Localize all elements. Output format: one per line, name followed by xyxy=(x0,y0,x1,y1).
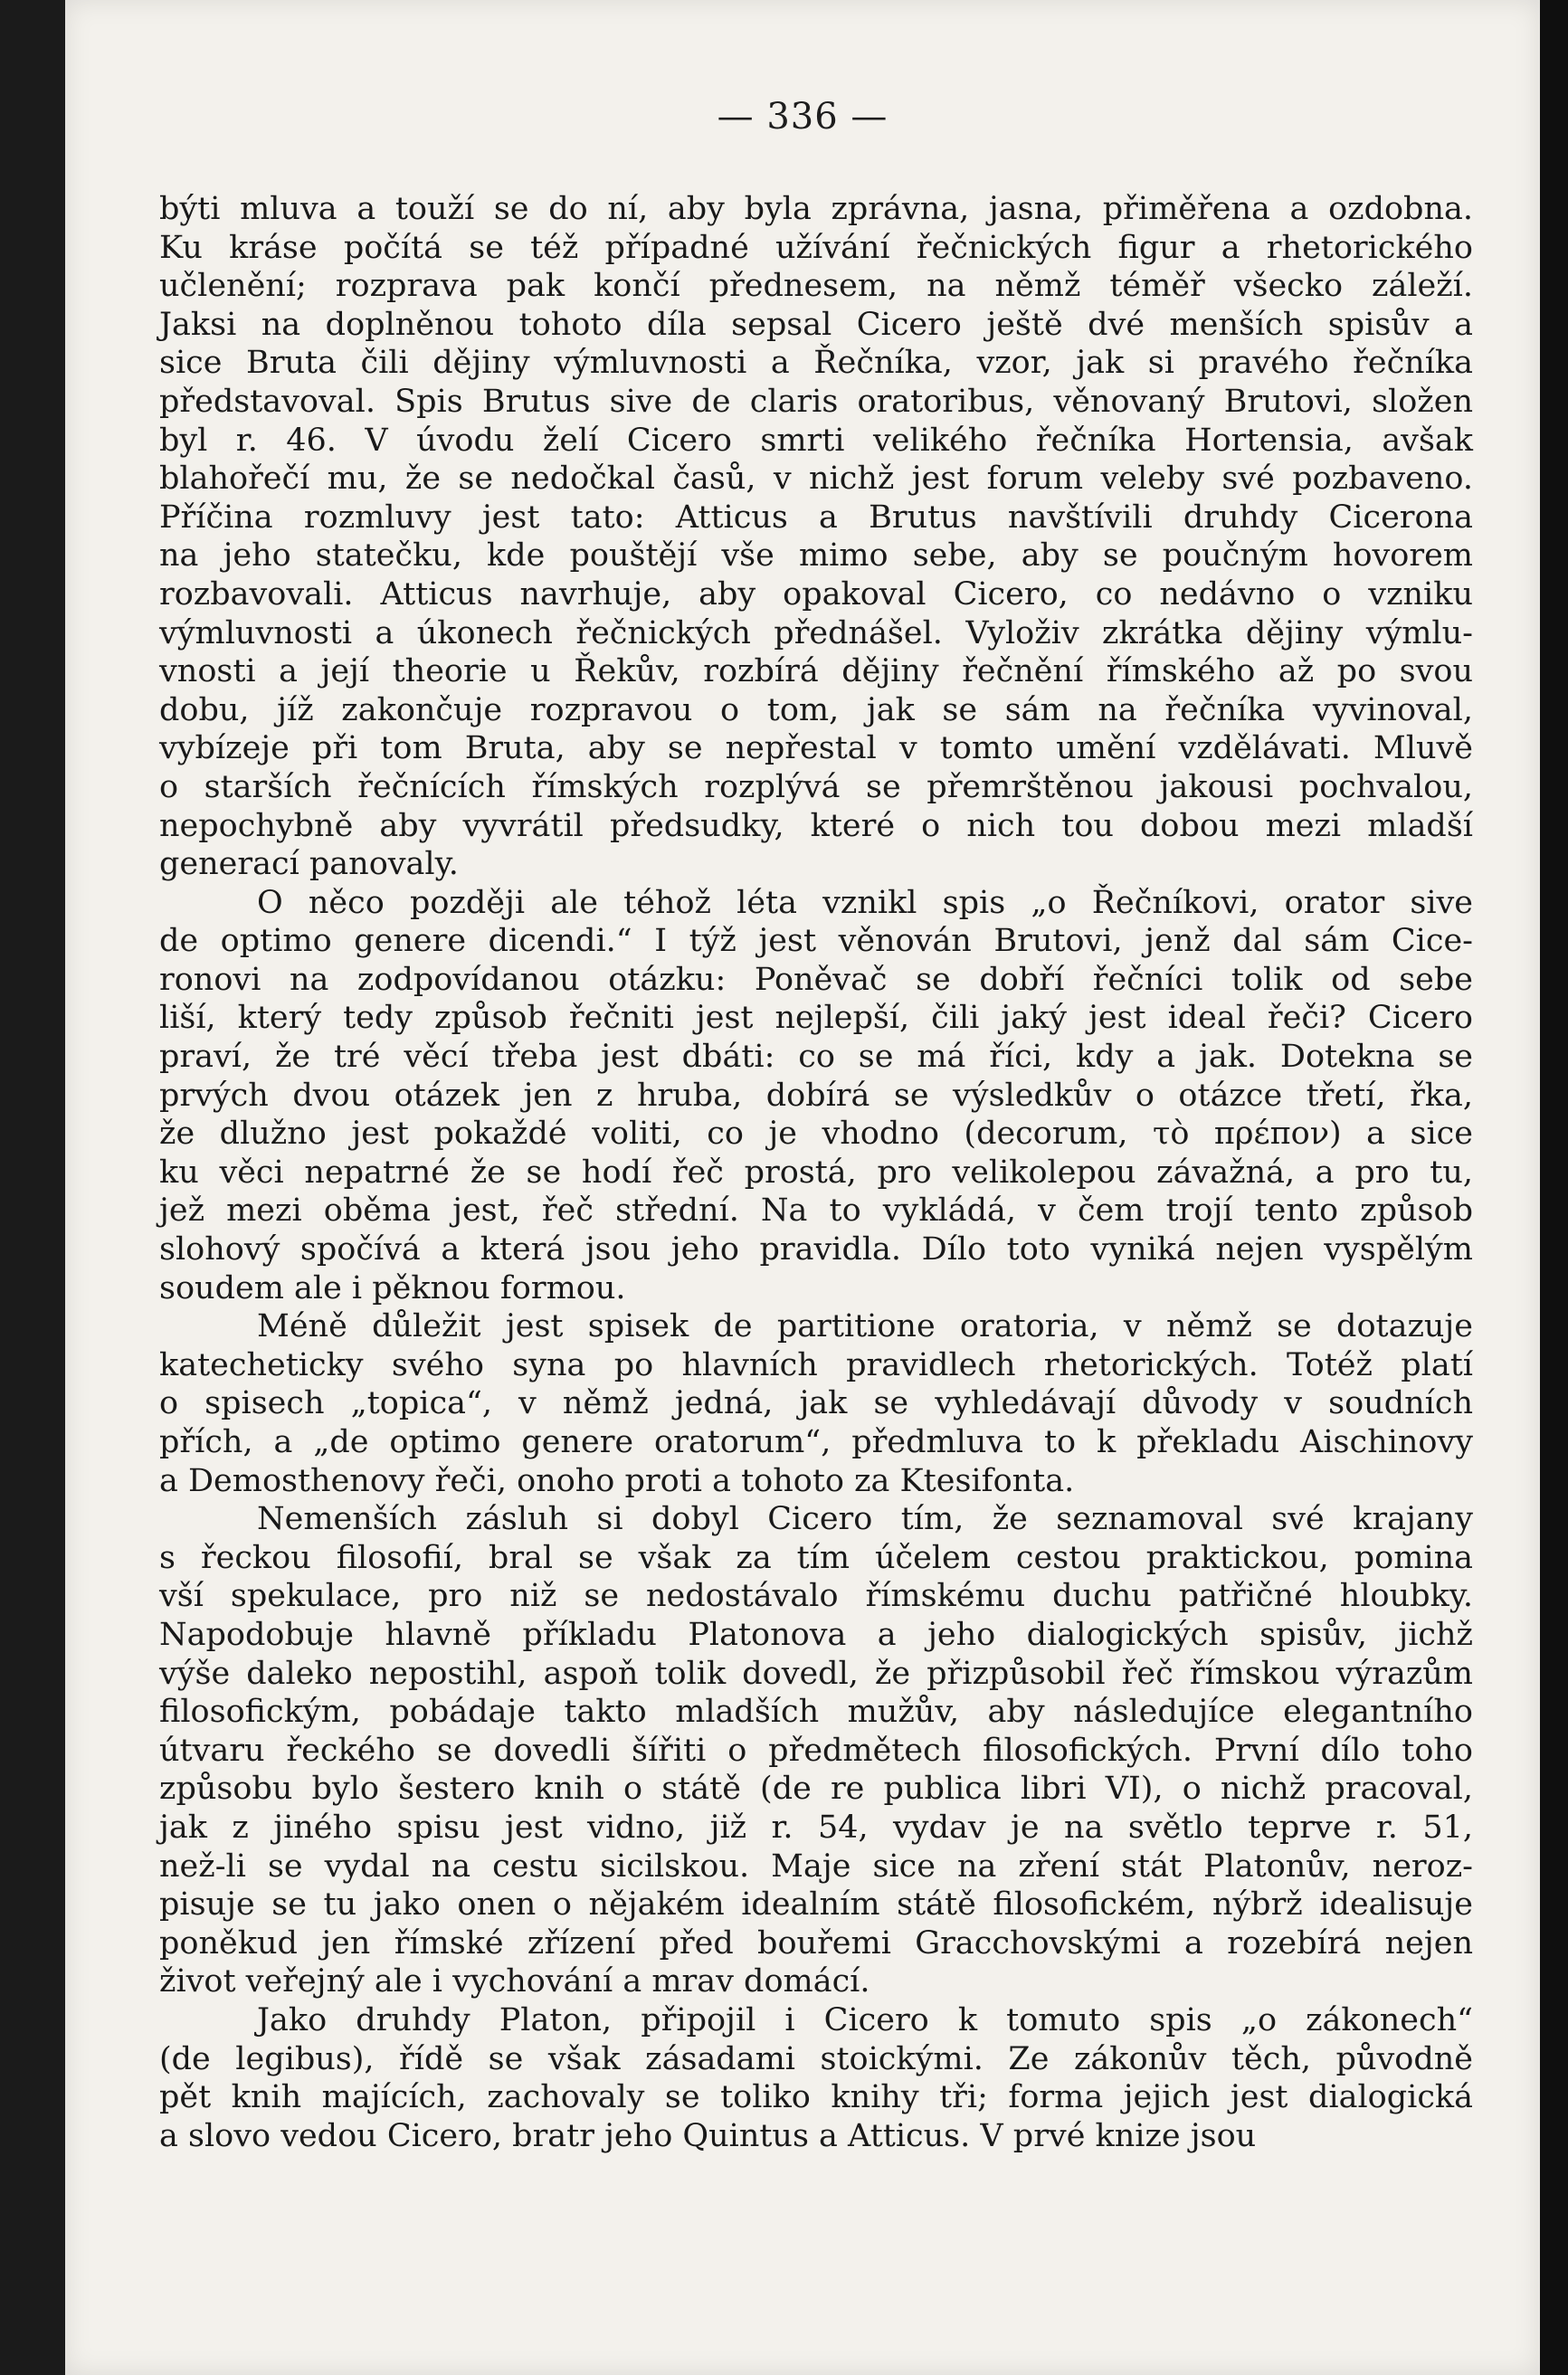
text-line: vnosti a její theorie u Řekův, rozbírá dějiny řečnění římského až po svou xyxy=(159,653,1473,690)
text-line: katecheticky svého syna po hlavních pravidlech rhetorických. Totéž platí xyxy=(159,1346,1473,1383)
text-line: Napodobuje hlavně příkladu Platonova a jeho dialogických spisův, jichž xyxy=(159,1616,1473,1653)
text-line: blahořečí mu, že se nedočkal časů, v nichž jest forum veleby své pozbaveno. xyxy=(159,461,1473,498)
paragraph xyxy=(159,1307,1473,1500)
text-line: generací panovaly. xyxy=(159,846,459,883)
book-page xyxy=(65,0,1540,2375)
text-line: vší spekulace, pro niž se nedostávalo římskému duchu patřičné hloubky. xyxy=(159,1578,1473,1615)
text-line: slohový spočívá a která jsou jeho pravidla. Dílo toto vyniká nejen vyspělým xyxy=(159,1231,1473,1268)
text-line: způsobu bylo šestero knih o státě (de re publica libri VI), o nichž pracoval, xyxy=(159,1771,1473,1808)
text-line: výmluvnosti a úkonech řečnických přednášel. Vyloživ zkrátka dějiny výmlu- xyxy=(159,614,1473,651)
text-line: než-li se vydal na cestu sicilskou. Maje sice na zření stát Platonův, neroz- xyxy=(159,1848,1473,1885)
text-line: poněkud jen římské zřízení před bouřemi Gracchovskými a rozebírá nejen xyxy=(159,1924,1473,1962)
text-line: učlenění; rozprava pak končí přednesem, na němž téměř všecko záleží. xyxy=(159,268,1473,305)
page-number: — 336 — xyxy=(717,96,889,138)
paragraph xyxy=(159,2001,1473,2155)
text-line: jež mezi oběma jest, řeč střední. Na to vykládá, v čem trojí tento způsob xyxy=(159,1192,1473,1230)
body-text xyxy=(159,190,1473,2155)
text-line: prvých dvou otázek jen z hruba, dobírá se výsledkův o otázce třetí, řka, xyxy=(159,1077,1473,1114)
text-line: rozbavovali. Atticus navrhuje, aby opakoval Cicero, co nedávno o vzniku xyxy=(159,575,1473,613)
text-line: byl r. 46. V úvodu želí Cicero smrti velikého řečníka Hortensia, avšak xyxy=(159,422,1473,459)
text-line: Ku kráse počítá se též případné užívání řečnických figur a rhetorického xyxy=(159,229,1473,266)
text-line: filosofickým, pobádaje takto mladších mužův, aby následujíce elegantního xyxy=(159,1694,1473,1731)
paragraph xyxy=(159,884,1473,1308)
text-line: útvaru řeckého se dovedli šířiti o předmětech filosofických. První dílo toho xyxy=(159,1732,1473,1769)
text-line: o starších řečnících římských rozplývá se přemrštěnou jakousi pochvalou, xyxy=(159,768,1473,805)
text-line: ku věci nepatrné že se hodí řeč prostá, pro velikolepou závažná, a pro tu, xyxy=(159,1154,1473,1191)
scan-edge xyxy=(1540,0,1568,2375)
text-line: že dlužno jest pokaždé voliti, co je vhodno (decorum, τὸ πρέπον) a sice xyxy=(159,1116,1473,1153)
text-line: a slovo vedou Cicero, bratr jeho Quintus a Atticus. V prvé knize jsou xyxy=(159,2117,1257,2154)
text-line: a Demosthenovy řeči, onoho proti a tohoto za Ktesifonta. xyxy=(159,1462,1075,1499)
text-line: pisuje se tu jako onen o nějakém idealním státě filosofickém, nýbrž idealisuje xyxy=(159,1886,1473,1924)
text-line: O něco později ale téhož léta vznikl spis „o Řečníkovi, orator sive xyxy=(257,884,1473,921)
text-line: liší, který tedy způsob řečniti jest nejlepší, čili jaký jest ideal řeči? Cicero xyxy=(159,1000,1473,1037)
text-line: Méně důležit jest spisek de partitione oratoria, v němž se dotazuje xyxy=(257,1308,1473,1345)
text-line: býti mluva a touží se do ní, aby byla zprávna, jasna, přiměřena a ozdobna. xyxy=(159,191,1473,227)
text-line: (de legibus), řídě se však zásadami stoickými. Ze zákonův těch, původně xyxy=(159,2040,1473,2077)
text-line: představoval. Spis Brutus sive de claris oratoribus, věnovaný Brutovi, složen xyxy=(159,383,1473,420)
text-line: výše daleko nepostihl, aspoň tolik dovedl, že přizpůsobil řeč římskou výrazům xyxy=(159,1655,1473,1692)
text-line: Nemenších zásluh si dobyl Cicero tím, že seznamoval své krajany xyxy=(257,1501,1473,1538)
text-line: s řeckou filosofií, bral se však za tím účelem cestou praktickou, pomina xyxy=(159,1539,1473,1576)
text-line: vybízeje při tom Bruta, aby se nepřestal v tomto umění vzdělávati. Mluvě xyxy=(159,730,1473,767)
text-line: na jeho statečku, kde pouštějí vše mimo sebe, aby se poučným hovorem xyxy=(159,537,1473,575)
text-line: Příčina rozmluvy jest tato: Atticus a Brutus navštívili druhdy Cicerona xyxy=(159,499,1473,536)
text-line: Jako druhdy Platon, připojil i Cicero k tomuto spis „o zákonech“ xyxy=(257,2001,1473,2038)
text-line: Jaksi na doplněnou tohoto díla sepsal Cicero ještě dvé menších spisův a xyxy=(159,306,1473,343)
paragraph xyxy=(159,190,1473,884)
text-line: přích, a „de optimo genere oratorum“, předmluva to k překladu Aischinovy xyxy=(159,1424,1473,1460)
text-line: sice Bruta čili dějiny výmluvnosti a Řečníka, vzor, jak si pravého řečníka xyxy=(159,345,1473,382)
text-line: jak z jiného spisu jest vidno, již r. 54, vydav je na světlo teprve r. 51, xyxy=(159,1809,1473,1846)
text-line: de optimo genere dicendi.“ I týž jest věnován Brutovi, jenž dal sám Cice- xyxy=(159,923,1473,960)
text-line: praví, že tré věcí třeba jest dbáti: co se má říci, kdy a jak. Dotekna se xyxy=(159,1039,1473,1076)
text-line: nepochybně aby vyvrátil předsudky, které o nich tou dobou mezi mladší xyxy=(159,807,1473,844)
text-line: o spisech „topica“, v němž jedná, jak se vyhledávají důvody v soudních xyxy=(159,1385,1473,1422)
text-line: soudem ale i pěknou formou. xyxy=(159,1269,626,1306)
text-line: dobu, jíž zakončuje rozpravou o tom, jak se sám na řečníka vyvinoval, xyxy=(159,691,1473,728)
text-line: život veřejný ale i vychování a mrav domácí. xyxy=(159,1963,870,2000)
text-line: ronovi na zodpovídanou otázku: Poněvač se dobří řečníci tolik od sebe xyxy=(159,961,1473,998)
paragraph xyxy=(159,1500,1473,2001)
text-line: pět knih majících, zachovaly se toliko knihy tři; forma jejich jest dialogická xyxy=(159,2079,1473,2116)
